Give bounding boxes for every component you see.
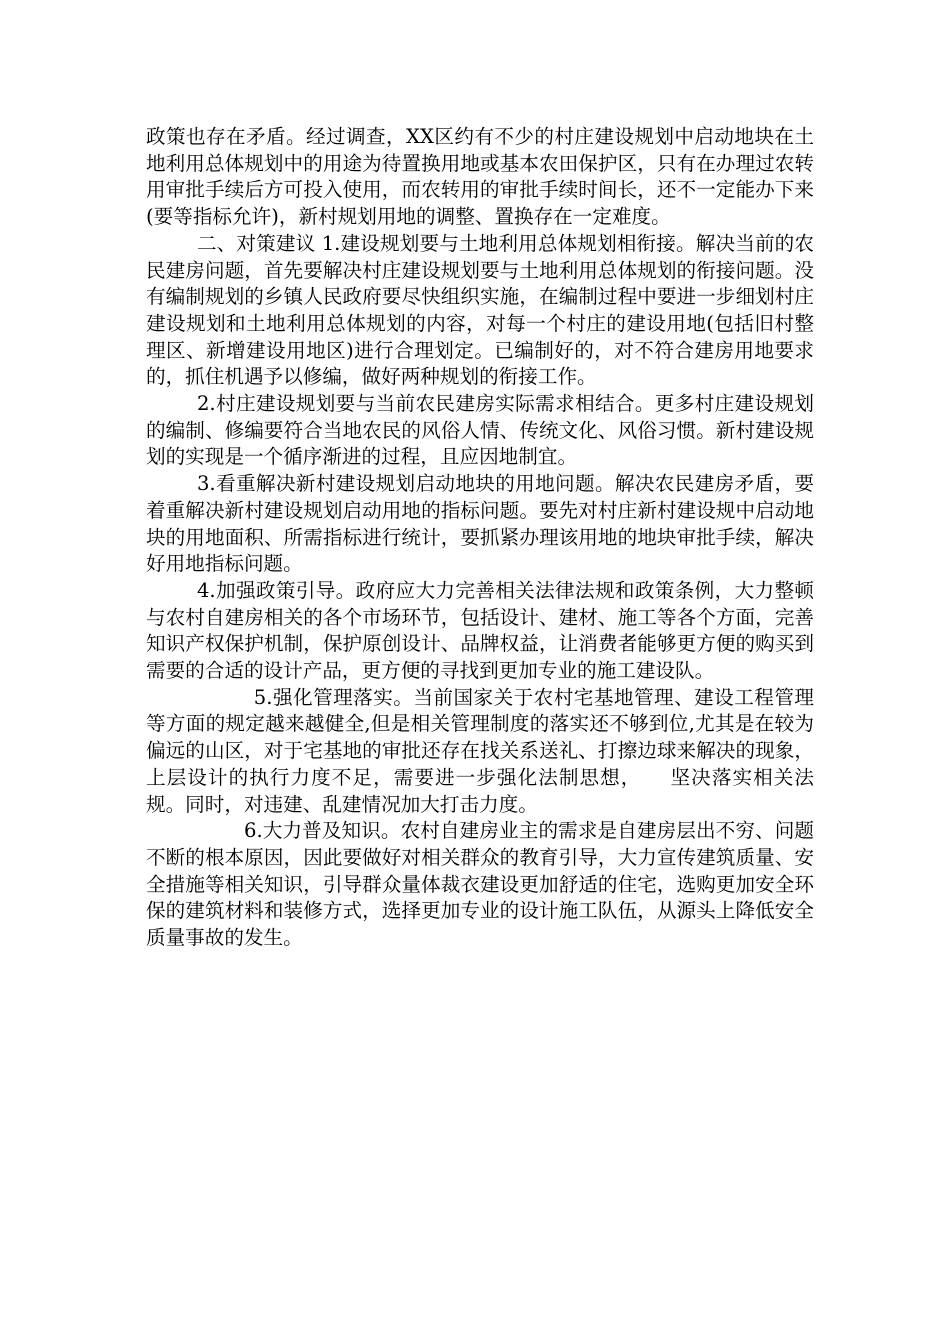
paragraph-countermeasures-6: 6.大力普及知识。农村自建房业主的需求是自建房层出不穷、问题不断的根本原因，因此要做好对相关群众的教育引导，大力宣传建筑质量、安全措施等相关知识，引导群众量体裁衣建设更加舒适的住宅，选购更加安全环保的建筑材料和装修方式，选择更加专业的设计施工队伍，从源头上降低安全质量事故的发生。 bbox=[146, 819, 814, 950]
document-body bbox=[146, 124, 814, 952]
paragraph-countermeasures-4: 4.加强政策引导。政府应大力完善相关法律法规和政策条例，大力整顿与农村自建房相关的各个市场环节，包括设计、建材、施工等各个方面，完善知识产权保护机制，保护原创设计、品牌权益，让消费者能够更方便的购买到需要的合适的设计产品，更方便的寻找到更加专业的施工建设队。 bbox=[146, 578, 814, 683]
paragraph-countermeasures-3: 3.看重解决新村建设规划启动地块的用地问题。解决农民建房矛盾，要着重解决新村建设规划启动用地的指标问题。要先对村庄新村建设规中启动地块的用地面积、所需指标进行统计，要抓紧办理该用地的地块审批手续，解决好用地指标问题。 bbox=[146, 472, 814, 576]
paragraph-countermeasures-1: 二、对策建议 1.建设规划要与土地利用总体规划相衔接。解决当前的农民建房问题，首先要解决村庄建设规划要与土地利用总体规划的衔接问题。没有编制规划的乡镇人民政府要尽快组织实施，在编制过程中要进一步细划村庄建设规划和土地利用总体规划的内容，对每一个村庄的建设用地(包括旧村整理区、新增建设用地区)进行合理划定。已编制好的，对不符合建房用地要求的，抓住机遇予以修编，做好两种规划的衔接工作。 bbox=[146, 231, 814, 389]
paragraph-countermeasures-2: 2.村庄建设规划要与当前农民建房实际需求相结合。更多村庄建设规划的编制、修编要符合当地农民的风俗人情、传统文化、风俗习惯。新村建设规划的实现是一个循序渐进的过程，且应因地制宜。 bbox=[146, 392, 814, 469]
paragraph-countermeasures-5: 5.强化管理落实。当前国家关于农村宅基地管理、建设工程管理等方面的规定越来越健全,但是相关管理制度的落实还不够到位,尤其是在较为偏远的山区，对于宅基地的审批还存在找关系送礼、打擦边球来解决的现象，上层设计的执行力度不足，需要进一步强化法制思想， 坚决落实相关法规。同时，对违建、乱建情况加大打击力度。 bbox=[146, 685, 814, 816]
paragraph-policy-conflict: 政策也存在矛盾。经过调查，XX区约有不少的村庄建设规划中启动地块在土地利用总体规划中的用途为待置换用地或基本农田保护区，只有在办理过农转用审批手续后方可投入使用，而农转用的审批手续时间长，还不一定能办下来(要等指标允许)，新村规划用地的调整、置换存在一定难度。 bbox=[146, 125, 814, 229]
